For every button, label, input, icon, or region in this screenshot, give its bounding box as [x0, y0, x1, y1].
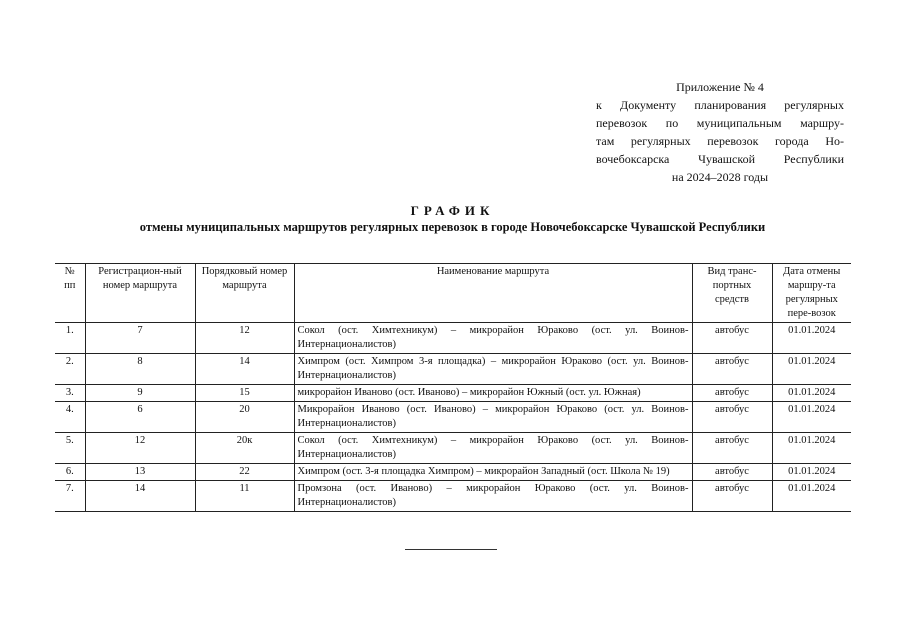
cell-order-number: 14 — [195, 354, 294, 385]
header-transport-type: Вид транс-портных средств — [692, 264, 772, 323]
cell-reg-number: 7 — [85, 323, 195, 354]
cell-num: 1. — [55, 323, 85, 354]
table-row — [55, 481, 851, 512]
header-route-name: Наименование маршрута — [294, 264, 692, 323]
appendix-text-line: к Документу планирования регулярных — [596, 98, 844, 112]
cell-transport-type: автобус — [692, 481, 772, 512]
cell-num: 7. — [55, 481, 85, 512]
table-row — [55, 464, 851, 481]
cell-order-number: 20к — [195, 433, 294, 464]
cell-num: 5. — [55, 433, 85, 464]
cell-transport-type: автобус — [692, 323, 772, 354]
header-reg-number: Регистрацион-ный номер маршрута — [85, 264, 195, 323]
table-row — [55, 354, 851, 385]
cell-transport-type: автобус — [692, 385, 772, 402]
document-subtitle: отмены муниципальных маршрутов регулярных перевозок в городе Новочебоксарске Чувашской Республики — [139, 220, 766, 234]
cell-cancel-date: 01.01.2024 — [772, 385, 851, 402]
cell-cancel-date: 01.01.2024 — [772, 433, 851, 464]
cell-cancel-date: 01.01.2024 — [772, 323, 851, 354]
footer-divider — [405, 549, 497, 550]
cell-order-number: 12 — [195, 323, 294, 354]
cell-route-name: Химпром (ост. 3-я площадка Химпром) – микрорайон Западный (ост. Школа № 19) — [294, 464, 692, 481]
header-cancel-date: Дата отмены маршру-та регулярных пере-возок — [772, 264, 851, 323]
cell-route-name: микрорайон Иваново (ост. Иваново) – микрорайон Южный (ост. ул. Южная) — [294, 385, 692, 402]
cell-cancel-date: 01.01.2024 — [772, 464, 851, 481]
appendix-text-line: вочебоксарска Чувашской Республики — [596, 152, 844, 166]
cell-route-name: Сокол (ост. Химтехникум) – микрорайон Юраково (ост. ул. Воинов-Интернационалистов) — [294, 323, 692, 354]
routes-table — [55, 263, 851, 512]
cell-num: 4. — [55, 402, 85, 433]
cell-order-number: 20 — [195, 402, 294, 433]
cell-reg-number: 9 — [85, 385, 195, 402]
appendix-text-line: там регулярных перевозок города Но- — [596, 134, 844, 148]
cell-route-name: Химпром (ост. Химпром 3-я площадка) – микрорайон Юраково (ост. ул. Воинов-Интернационалистов) — [294, 354, 692, 385]
table-row — [55, 323, 851, 354]
cell-order-number: 15 — [195, 385, 294, 402]
cell-reg-number: 6 — [85, 402, 195, 433]
cell-reg-number: 8 — [85, 354, 195, 385]
table-row — [55, 402, 851, 433]
header-num: № пп — [55, 264, 85, 323]
cell-num: 6. — [55, 464, 85, 481]
cell-num: 3. — [55, 385, 85, 402]
appendix-years: на 2024–2028 годы — [671, 170, 769, 184]
cell-reg-number: 14 — [85, 481, 195, 512]
cell-route-name: Сокол (ост. Химтехникум) – микрорайон Юраково (ост. ул. Воинов-Интернационалистов) — [294, 433, 692, 464]
cell-transport-type: автобус — [692, 464, 772, 481]
table-row — [55, 433, 851, 464]
cell-num: 2. — [55, 354, 85, 385]
cell-route-name: Промзона (ост. Иваново) – микрорайон Юраково (ост. ул. Воинов-Интернационалистов) — [294, 481, 692, 512]
appendix-text-line: перевозок по муниципальным маршру- — [596, 116, 844, 130]
appendix-number: Приложение № 4 — [676, 80, 764, 94]
cell-reg-number: 13 — [85, 464, 195, 481]
cell-cancel-date: 01.01.2024 — [772, 354, 851, 385]
appendix-block — [596, 78, 844, 186]
document-title: ГРАФИК — [410, 203, 495, 218]
table-row — [55, 385, 851, 402]
cell-reg-number: 12 — [85, 433, 195, 464]
cell-cancel-date: 01.01.2024 — [772, 402, 851, 433]
header-order-number: Порядковый номер маршрута — [195, 264, 294, 323]
cell-order-number: 11 — [195, 481, 294, 512]
cell-cancel-date: 01.01.2024 — [772, 481, 851, 512]
cell-transport-type: автобус — [692, 354, 772, 385]
cell-route-name: Микрорайон Иваново (ост. Иваново) – микрорайон Юраково (ост. ул. Воинов-Интернационалистов) — [294, 402, 692, 433]
cell-transport-type: автобус — [692, 433, 772, 464]
table-header-row — [55, 264, 851, 323]
cell-transport-type: автобус — [692, 402, 772, 433]
cell-order-number: 22 — [195, 464, 294, 481]
